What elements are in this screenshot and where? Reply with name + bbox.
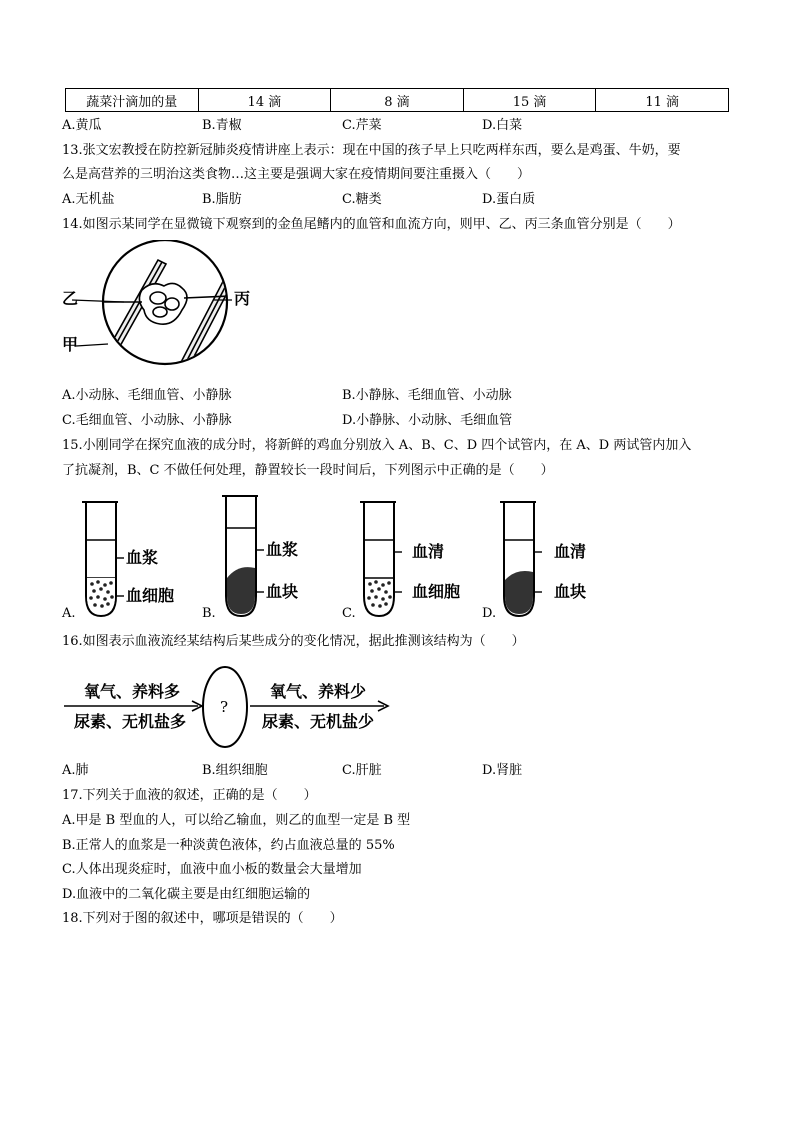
label-jia: 甲 xyxy=(62,335,79,354)
q17-option-b: B.正常人的血浆是一种淡黄色液体，约占血液总量的 55% xyxy=(62,838,395,853)
test-tube-b xyxy=(218,494,264,620)
q16-option-c: C.肝脏 xyxy=(342,763,382,778)
q17-option-a: A.甲是 B 型血的人，可以给乙输血，则乙的血型一定是 B 型 xyxy=(62,813,411,828)
q13-option-d: D.蛋白质 xyxy=(482,192,536,207)
q16-stem: 16.如图表示血液流经某结构后某些成分的变化情况，据此推测该结构为（ ） xyxy=(62,634,525,649)
diagram-right-bottom: 尿素、无机盐少 xyxy=(262,712,375,731)
q14-option-c: C.毛细血管、小动脉、小静脉 xyxy=(62,413,232,428)
blood-vessel-microscope-figure xyxy=(62,240,262,370)
tube-d-letter: D. xyxy=(482,606,497,621)
q17-option-d: D.血液中的二氧化碳主要是由红细胞运输的 xyxy=(62,887,311,902)
q12-option-d: D.白菜 xyxy=(482,118,523,133)
q12-option-c: C.芹菜 xyxy=(342,118,382,133)
vegetable-juice-table xyxy=(65,88,729,112)
diagram-left-bottom: 尿素、无机盐多 xyxy=(74,712,187,731)
q15-stem-line2: 了抗凝剂，B、C 不做任何处理，静置较长一段时间后，下列图示中正确的是（ ） xyxy=(62,463,554,478)
q14-option-a: A.小动脉、毛细血管、小静脉 xyxy=(62,388,232,403)
q14-stem: 14.如图示某同学在显微镜下观察到的金鱼尾鳍内的血管和血流方向，则甲、乙、丙三条血管分别是（ ） xyxy=(62,217,681,232)
test-tube-c xyxy=(356,500,402,620)
tube-d-lower-label: 血块 xyxy=(554,582,587,601)
q13-option-b: B.脂肪 xyxy=(202,192,242,207)
tube-c-letter: C. xyxy=(342,606,356,621)
tube-a-letter: A. xyxy=(62,606,76,621)
q12-option-a: A.黄瓜 xyxy=(62,118,102,133)
table-row xyxy=(66,89,729,112)
tube-b-letter: B. xyxy=(202,606,216,621)
tube-b-lower-label: 血块 xyxy=(266,582,299,601)
tube-c-lower-label: 血细胞 xyxy=(412,582,461,601)
tube-a-upper-label: 血浆 xyxy=(126,548,159,567)
label-bing: 丙 xyxy=(234,289,251,308)
q17-stem: 17.下列关于血液的叙述，正确的是（ ） xyxy=(62,788,317,803)
table-header-cell: 蔬菜汁滴加的量 xyxy=(66,89,199,112)
diagram-right-top: 氧气、养料少 xyxy=(270,682,367,701)
q15-stem-line1: 15.小刚同学在探究血液的成分时，将新鲜的鸡血分别放入 A、B、C、D 四个试管内，在 A、D 两试管内加入 xyxy=(62,438,692,453)
tube-d-upper-label: 血清 xyxy=(554,542,587,561)
table-cell: 11 滴 xyxy=(596,89,729,112)
table-cell: 15 滴 xyxy=(463,89,596,112)
q13-option-c: C.糖类 xyxy=(342,192,382,207)
q14-option-b: B.小静脉、毛细血管、小动脉 xyxy=(342,388,512,403)
test-tube-d xyxy=(496,500,542,620)
q16-option-b: B.组织细胞 xyxy=(202,763,268,778)
tube-a-lower-label: 血细胞 xyxy=(126,586,175,605)
q18-stem: 18.下列对于图的叙述中，哪项是错误的（ ） xyxy=(62,911,343,926)
tube-c-upper-label: 血清 xyxy=(412,542,445,561)
q16-option-d: D.肾脏 xyxy=(482,763,523,778)
table-cell: 8 滴 xyxy=(331,89,464,112)
q12-option-b: B.青椒 xyxy=(202,118,242,133)
label-yi: 乙 xyxy=(62,289,79,308)
q14-option-d: D.小静脉、小动脉、毛细血管 xyxy=(342,413,513,428)
q13-stem-line2: 么是高营养的三明治这类食物…这主要是强调大家在疫情期间要注重摄入（ ） xyxy=(62,167,531,182)
q13-stem-line1: 13.张文宏教授在防控新冠肺炎疫情讲座上表示：现在中国的孩子早上只吃两样东西，要么是鸡蛋、牛奶，要 xyxy=(62,143,681,158)
q17-option-c: C.人体出现炎症时，血液中血小板的数量会大量增加 xyxy=(62,862,362,877)
test-tube-a xyxy=(78,500,124,620)
q16-option-a: A.肺 xyxy=(62,763,89,778)
table-cell: 14 滴 xyxy=(198,89,331,112)
diagram-left-top: 氧气、养料多 xyxy=(84,682,181,701)
tube-b-upper-label: 血浆 xyxy=(266,540,299,559)
q13-option-a: A.无机盐 xyxy=(62,192,115,207)
diagram-center-question: ? xyxy=(220,698,229,716)
